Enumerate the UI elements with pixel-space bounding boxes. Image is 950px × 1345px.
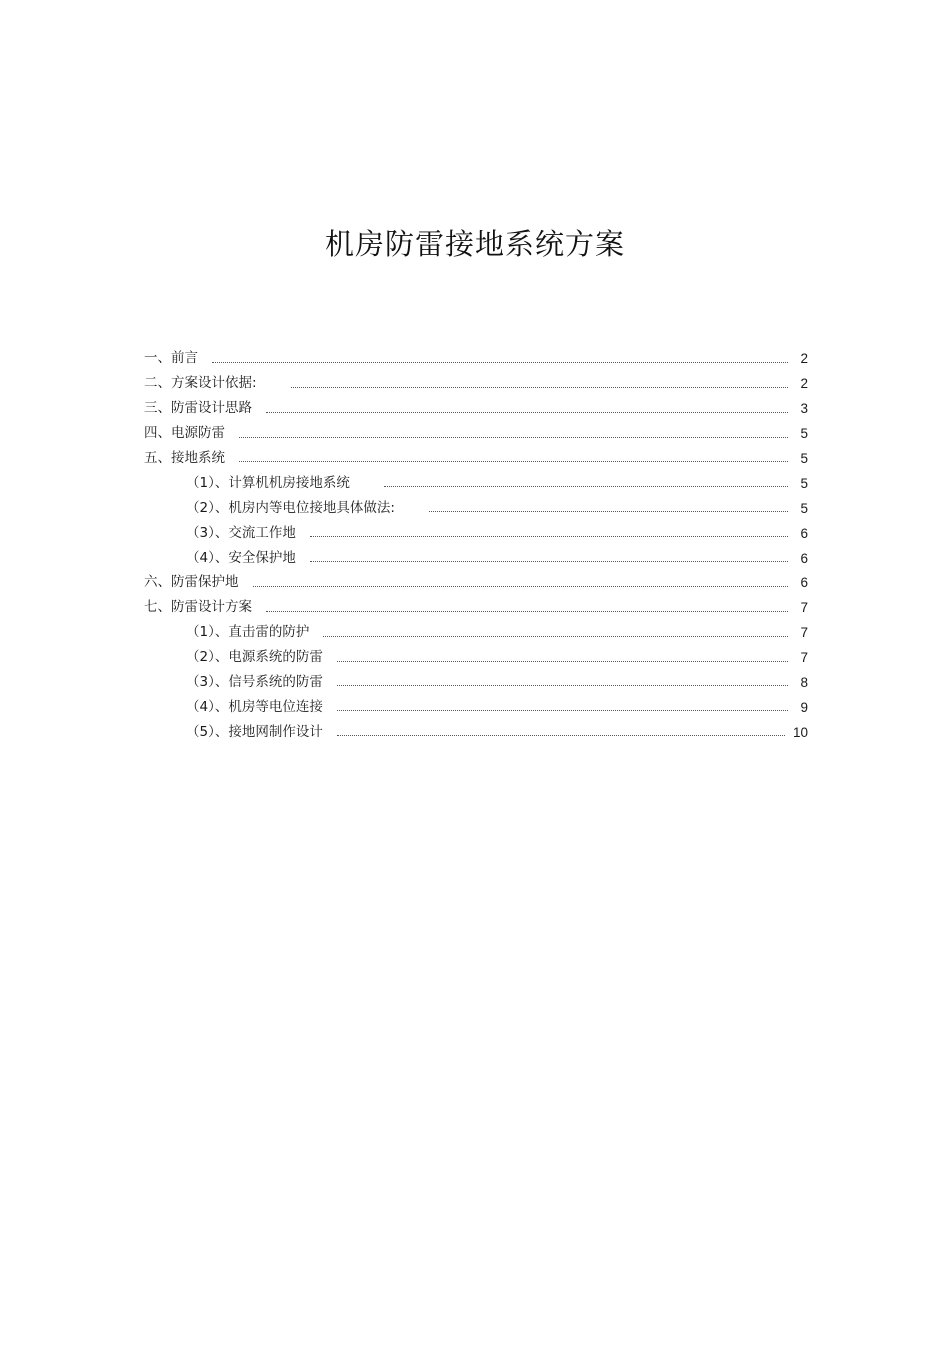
toc-entry-page-number: 6 xyxy=(800,575,808,591)
toc-dot-leader xyxy=(429,510,788,512)
toc-entry-page-number: 2 xyxy=(800,351,808,367)
toc-entry-label: （3）、信号系统的防雷 xyxy=(186,673,323,690)
toc-entry-label: （3）、交流工作地 xyxy=(186,524,296,541)
toc-entry[interactable] xyxy=(144,615,808,640)
toc-dot-leader xyxy=(266,411,788,413)
toc-entry-label: 二、方案设计依据: xyxy=(144,375,257,392)
toc-entry[interactable] xyxy=(144,341,808,366)
toc-dot-leader xyxy=(266,610,788,612)
toc-entry[interactable] xyxy=(144,391,808,416)
toc-entry-page-number: 6 xyxy=(800,550,808,566)
toc-entry-page-number: 9 xyxy=(800,699,808,715)
toc-entry[interactable] xyxy=(144,714,808,739)
toc-dot-leader xyxy=(337,660,788,662)
toc-entry-label: 五、接地系统 xyxy=(144,449,225,466)
toc-entry[interactable] xyxy=(144,565,808,590)
toc-entry[interactable] xyxy=(144,515,808,540)
toc-entry[interactable] xyxy=(144,465,808,490)
toc-entry-page-number: 5 xyxy=(800,426,808,442)
toc-dot-leader xyxy=(310,535,788,537)
toc-entry[interactable] xyxy=(144,490,808,515)
toc-entry-page-number: 6 xyxy=(800,525,808,541)
toc-entry[interactable] xyxy=(144,689,808,714)
toc-entry[interactable] xyxy=(144,441,808,466)
toc-entry-label: （2）、电源系统的防雷 xyxy=(186,649,323,666)
toc-entry[interactable] xyxy=(144,590,808,615)
toc-dot-leader xyxy=(337,709,788,711)
toc-dot-leader xyxy=(212,361,788,363)
toc-entry-label: （2）、机房内等电位接地具体做法: xyxy=(186,499,395,516)
toc-dot-leader xyxy=(310,560,788,562)
toc-entry-label: （1）、计算机机房接地系统 xyxy=(186,474,350,491)
toc-entry-page-number: 5 xyxy=(800,450,808,466)
toc-entry-label: 四、电源防雷 xyxy=(144,425,225,442)
toc-entry-page-number: 5 xyxy=(800,475,808,491)
toc-dot-leader xyxy=(323,635,788,637)
toc-dot-leader xyxy=(239,460,788,462)
toc-entry-page-number: 3 xyxy=(800,401,808,417)
toc-dot-leader xyxy=(291,386,788,388)
toc-entry[interactable] xyxy=(144,366,808,391)
toc-entry-label: 七、防雷设计方案 xyxy=(144,599,252,616)
table-of-contents xyxy=(144,341,808,739)
toc-dot-leader xyxy=(239,436,788,438)
toc-dot-leader xyxy=(384,485,788,487)
toc-entry-label: （1）、直击雷的防护 xyxy=(186,624,310,641)
toc-entry-label: 三、防雷设计思路 xyxy=(144,400,252,417)
toc-entry-label: 一、前言 xyxy=(144,350,198,367)
toc-entry-label: （4）、安全保护地 xyxy=(186,549,296,566)
toc-dot-leader xyxy=(253,585,789,587)
toc-entry-page-number: 8 xyxy=(800,674,808,690)
toc-entry-page-number: 5 xyxy=(800,500,808,516)
toc-entry-page-number: 7 xyxy=(800,625,808,641)
toc-entry-page-number: 7 xyxy=(800,650,808,666)
toc-dot-leader xyxy=(337,684,788,686)
toc-dot-leader xyxy=(337,734,785,736)
toc-entry-label: （4）、机房等电位连接 xyxy=(186,698,323,715)
toc-entry-page-number: 2 xyxy=(800,376,808,392)
toc-entry[interactable] xyxy=(144,540,808,565)
toc-entry[interactable] xyxy=(144,640,808,665)
toc-entry-label: （5）、接地网制作设计 xyxy=(186,723,323,740)
toc-entry[interactable] xyxy=(144,665,808,690)
toc-entry-page-number: 10 xyxy=(792,724,808,740)
toc-entry[interactable] xyxy=(144,416,808,441)
document-title: 机房防雷接地系统方案 xyxy=(324,227,625,261)
toc-entry-page-number: 7 xyxy=(800,600,808,616)
toc-entry-label: 六、防雷保护地 xyxy=(144,574,239,591)
